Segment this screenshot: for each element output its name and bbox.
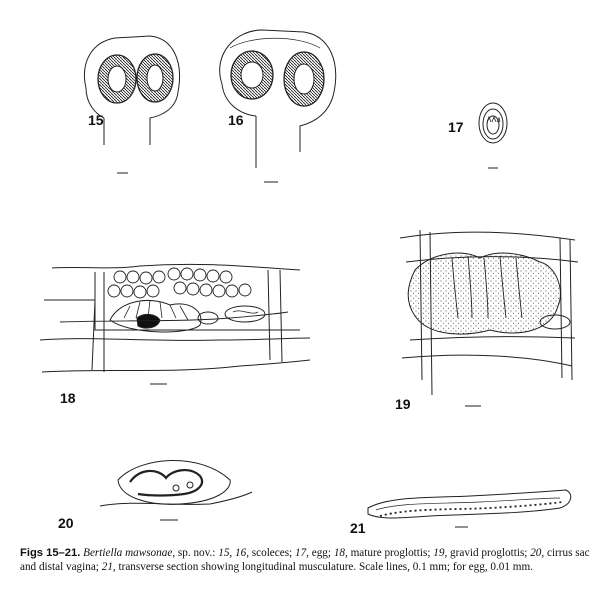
- figure-label-16: 16: [228, 112, 244, 128]
- figure-label-19: 19: [395, 396, 411, 412]
- fig20-cirrus-sac-drawing: [100, 460, 252, 520]
- caption-heading: Figs 15–21.: [20, 547, 81, 559]
- figure-label-20: 20: [58, 515, 74, 531]
- fig21-transverse-section-drawing: [368, 490, 571, 527]
- figure-label-15: 15: [88, 112, 104, 128]
- figure-label-18: 18: [60, 390, 76, 406]
- fig17-egg-drawing: [479, 103, 507, 168]
- figure-label-17: 17: [448, 119, 464, 135]
- figure-label-21: 21: [350, 520, 366, 536]
- figure-caption: Figs 15–21. Bertiella mawsonae, sp. nov.: 15, 16, scoleces; 17, egg; 18, mature proglottis; 19, gravid proglottis; 20, cirrus sac and distal vagina; 21, transverse section showing longitudinal musculature. Scale lines, 0.1 mm; for egg, 0.01 mm.: [20, 547, 590, 573]
- fig19-gravid-proglottis-drawing: [400, 230, 578, 406]
- fig16-scolex-drawing: [220, 30, 336, 182]
- caption-species: Bertiella mawsonae: [83, 547, 173, 559]
- fig15-scolex-drawing: [84, 36, 179, 173]
- fig18-mature-proglottis-drawing: [40, 264, 310, 384]
